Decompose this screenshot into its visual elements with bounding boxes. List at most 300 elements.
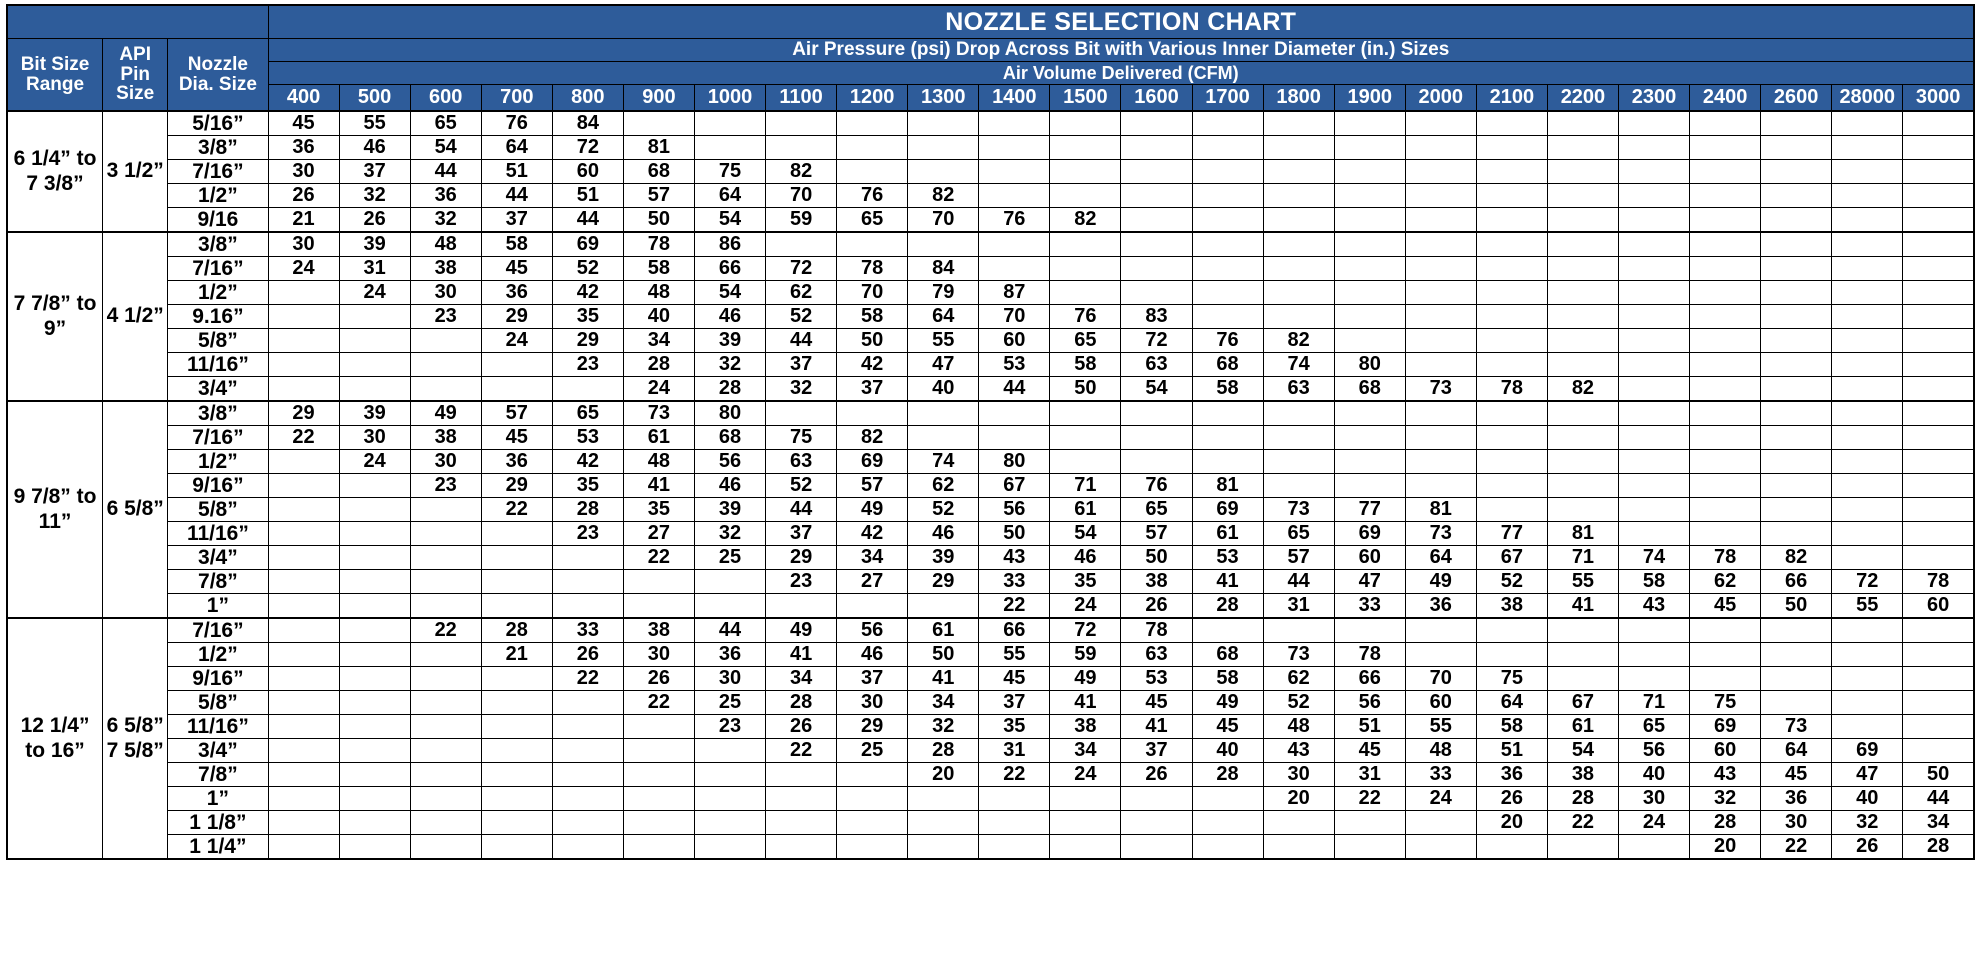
pressure-cell <box>1476 474 1547 498</box>
pressure-cell <box>1547 353 1618 377</box>
pressure-cell <box>1192 450 1263 474</box>
nozzle-dia-size-cell: 3/8” <box>168 232 268 257</box>
cfm-column-header-2300: 2300 <box>1618 85 1689 112</box>
pressure-cell: 55 <box>339 111 410 136</box>
pressure-cell: 20 <box>1476 811 1547 835</box>
pressure-cell <box>1761 401 1832 426</box>
pressure-cell: 37 <box>837 377 908 402</box>
pressure-cell: 22 <box>268 426 339 450</box>
pressure-cell <box>1476 257 1547 281</box>
pressure-cell <box>1405 281 1476 305</box>
pressure-cell: 26 <box>1476 787 1547 811</box>
pressure-cell: 48 <box>1263 715 1334 739</box>
pressure-cell: 45 <box>1761 763 1832 787</box>
pressure-cell: 68 <box>1192 353 1263 377</box>
pressure-cell: 44 <box>1903 787 1974 811</box>
pressure-cell <box>1903 618 1974 643</box>
pressure-cell <box>623 715 694 739</box>
pressure-cell: 58 <box>1618 570 1689 594</box>
pressure-cell: 58 <box>1192 667 1263 691</box>
pressure-cell: 57 <box>1263 546 1334 570</box>
pressure-cell <box>1761 450 1832 474</box>
pressure-cell: 67 <box>1476 546 1547 570</box>
pressure-cell <box>268 811 339 835</box>
pressure-cell: 24 <box>623 377 694 402</box>
pressure-cell <box>623 570 694 594</box>
bit-size-range-cell <box>7 232 103 401</box>
table-row <box>7 691 1974 715</box>
bit-size-range-cell <box>7 401 103 618</box>
pressure-cell: 20 <box>1690 835 1761 860</box>
pressure-cell <box>1690 377 1761 402</box>
pressure-cell <box>1903 450 1974 474</box>
pressure-cell <box>1690 305 1761 329</box>
pressure-cell: 64 <box>1405 546 1476 570</box>
pressure-cell <box>1192 160 1263 184</box>
pressure-cell: 77 <box>1476 522 1547 546</box>
nozzle-dia-size-cell: 3/8” <box>168 136 268 160</box>
pressure-cell <box>268 739 339 763</box>
pressure-cell: 49 <box>837 498 908 522</box>
pressure-cell <box>1761 426 1832 450</box>
pressure-cell <box>1405 474 1476 498</box>
bit-size-range-line: 6 1/4” to <box>13 146 97 170</box>
pressure-cell: 45 <box>268 111 339 136</box>
pressure-cell <box>1618 643 1689 667</box>
cfm-column-header-400: 400 <box>268 85 339 112</box>
title-left-spacer <box>7 5 268 39</box>
table-row <box>7 546 1974 570</box>
pressure-cell <box>1121 257 1192 281</box>
pressure-cell <box>339 811 410 835</box>
pressure-cell: 28 <box>1192 594 1263 619</box>
pressure-cell: 75 <box>1690 691 1761 715</box>
pressure-cell: 50 <box>908 643 979 667</box>
pressure-cell <box>552 546 623 570</box>
header-line: Pin <box>120 63 150 85</box>
pressure-cell <box>268 329 339 353</box>
pressure-cell <box>268 715 339 739</box>
pressure-cell <box>481 570 552 594</box>
pressure-cell <box>1618 208 1689 233</box>
pressure-cell: 53 <box>979 353 1050 377</box>
pressure-cell: 34 <box>837 546 908 570</box>
pressure-cell <box>1832 353 1903 377</box>
pressure-cell <box>481 353 552 377</box>
pressure-cell <box>1903 426 1974 450</box>
nozzle-dia-size-cell: 11/16” <box>168 522 268 546</box>
pressure-cell <box>1832 691 1903 715</box>
pressure-cell <box>268 835 339 860</box>
header-line: Nozzle <box>187 54 248 76</box>
pressure-cell: 69 <box>552 232 623 257</box>
pressure-cell: 60 <box>1690 739 1761 763</box>
pressure-cell <box>1476 329 1547 353</box>
pressure-cell <box>623 594 694 619</box>
pressure-cell: 65 <box>1618 715 1689 739</box>
pressure-cell <box>481 835 552 860</box>
pressure-cell: 21 <box>481 643 552 667</box>
pressure-cell: 60 <box>552 160 623 184</box>
pressure-cell <box>694 835 765 860</box>
pressure-cell <box>1405 835 1476 860</box>
pressure-cell: 73 <box>1405 522 1476 546</box>
pressure-cell <box>1050 426 1121 450</box>
pressure-cell: 32 <box>1832 811 1903 835</box>
pressure-cell: 36 <box>481 281 552 305</box>
pressure-cell: 52 <box>766 305 837 329</box>
pressure-cell: 49 <box>410 401 481 426</box>
pressure-cell <box>1263 232 1334 257</box>
pressure-cell: 65 <box>410 111 481 136</box>
pressure-cell <box>1761 208 1832 233</box>
pressure-cell <box>1618 257 1689 281</box>
pressure-cell <box>268 570 339 594</box>
pressure-cell <box>552 715 623 739</box>
pressure-cell <box>766 136 837 160</box>
cfm-column-header-700: 700 <box>481 85 552 112</box>
pressure-cell: 50 <box>1761 594 1832 619</box>
pressure-cell <box>339 835 410 860</box>
pressure-cell <box>1547 835 1618 860</box>
pressure-cell: 44 <box>552 208 623 233</box>
pressure-cell <box>1405 643 1476 667</box>
pressure-cell <box>1263 281 1334 305</box>
pressure-cell <box>1761 643 1832 667</box>
nozzle-dia-size-cell: 1/2” <box>168 450 268 474</box>
nozzle-dia-size-cell: 9/16 <box>168 208 268 233</box>
pressure-cell <box>1547 426 1618 450</box>
pressure-cell: 79 <box>908 281 979 305</box>
pressure-cell: 76 <box>837 184 908 208</box>
pressure-cell: 58 <box>1192 377 1263 402</box>
pressure-cell: 30 <box>837 691 908 715</box>
cfm-column-header-3000: 3000 <box>1903 85 1974 112</box>
pressure-cell <box>1192 136 1263 160</box>
pressure-cell <box>1903 160 1974 184</box>
pressure-cell: 28 <box>908 739 979 763</box>
pressure-cell <box>1761 353 1832 377</box>
pressure-cell <box>908 594 979 619</box>
table-header <box>7 5 1974 111</box>
column-header-bit-size-range <box>7 39 103 112</box>
pressure-cell <box>481 522 552 546</box>
pressure-cell: 26 <box>339 208 410 233</box>
pressure-cell <box>339 763 410 787</box>
pressure-cell <box>1547 401 1618 426</box>
pressure-cell <box>1192 401 1263 426</box>
pressure-cell: 80 <box>979 450 1050 474</box>
pressure-cell: 76 <box>481 111 552 136</box>
pressure-cell: 57 <box>1121 522 1192 546</box>
pressure-cell <box>1405 401 1476 426</box>
pressure-cell: 70 <box>1405 667 1476 691</box>
pressure-cell <box>694 811 765 835</box>
pressure-cell: 55 <box>1405 715 1476 739</box>
pressure-cell: 35 <box>552 474 623 498</box>
pressure-cell <box>1761 281 1832 305</box>
pressure-cell: 44 <box>766 329 837 353</box>
pressure-cell <box>1618 377 1689 402</box>
pressure-cell <box>552 594 623 619</box>
pressure-cell <box>979 787 1050 811</box>
pressure-cell: 78 <box>1476 377 1547 402</box>
pressure-cell: 64 <box>481 136 552 160</box>
pressure-cell <box>552 811 623 835</box>
pressure-cell: 70 <box>766 184 837 208</box>
table-row <box>7 426 1974 450</box>
pressure-cell: 20 <box>1263 787 1334 811</box>
pressure-cell: 32 <box>1690 787 1761 811</box>
pressure-cell: 28 <box>1192 763 1263 787</box>
pressure-cell <box>1761 257 1832 281</box>
pressure-cell <box>1618 426 1689 450</box>
pressure-cell <box>1547 160 1618 184</box>
pressure-cell: 20 <box>908 763 979 787</box>
nozzle-dia-size-cell: 1 1/8” <box>168 811 268 835</box>
pressure-cell: 75 <box>694 160 765 184</box>
pressure-cell: 43 <box>1618 594 1689 619</box>
pressure-cell: 28 <box>623 353 694 377</box>
pressure-cell <box>1121 208 1192 233</box>
pressure-cell: 33 <box>979 570 1050 594</box>
pressure-cell <box>1476 450 1547 474</box>
pressure-cell: 24 <box>481 329 552 353</box>
pressure-cell <box>1903 208 1974 233</box>
pressure-cell <box>410 811 481 835</box>
pressure-cell <box>552 377 623 402</box>
pressure-cell: 22 <box>623 691 694 715</box>
pressure-cell <box>1334 426 1405 450</box>
pressure-cell: 38 <box>623 618 694 643</box>
pressure-cell: 30 <box>410 281 481 305</box>
pressure-cell: 42 <box>837 522 908 546</box>
pressure-cell <box>979 401 1050 426</box>
pressure-cell <box>766 401 837 426</box>
pressure-cell: 77 <box>1334 498 1405 522</box>
pressure-cell <box>1761 111 1832 136</box>
pressure-cell <box>1476 643 1547 667</box>
pressure-cell: 30 <box>268 232 339 257</box>
table-row <box>7 522 1974 546</box>
pressure-cell <box>1476 498 1547 522</box>
pressure-cell: 22 <box>1761 835 1832 860</box>
pressure-cell: 23 <box>694 715 765 739</box>
pressure-cell <box>1476 136 1547 160</box>
pressure-cell: 59 <box>766 208 837 233</box>
pressure-cell <box>1263 184 1334 208</box>
pressure-cell: 65 <box>552 401 623 426</box>
pressure-cell: 28 <box>694 377 765 402</box>
pressure-cell <box>268 522 339 546</box>
pressure-cell: 32 <box>766 377 837 402</box>
pressure-cell <box>1405 353 1476 377</box>
table-row <box>7 618 1974 643</box>
pressure-cell <box>410 570 481 594</box>
pressure-cell <box>1263 208 1334 233</box>
pressure-cell <box>1903 498 1974 522</box>
header-line: Bit Size <box>20 54 90 76</box>
pressure-cell: 63 <box>766 450 837 474</box>
bit-size-range-cell <box>7 111 103 232</box>
pressure-cell: 82 <box>1050 208 1121 233</box>
pressure-cell: 73 <box>1405 377 1476 402</box>
pressure-cell <box>1334 232 1405 257</box>
pressure-cell: 25 <box>694 691 765 715</box>
cfm-column-header-600: 600 <box>410 85 481 112</box>
pressure-cell <box>1618 232 1689 257</box>
pressure-cell: 55 <box>1547 570 1618 594</box>
pressure-cell: 57 <box>837 474 908 498</box>
pressure-cell: 42 <box>837 353 908 377</box>
pressure-cell <box>481 739 552 763</box>
pressure-cell <box>694 570 765 594</box>
pressure-cell: 26 <box>1832 835 1903 860</box>
pressure-cell: 60 <box>1334 546 1405 570</box>
pressure-cell: 83 <box>1121 305 1192 329</box>
table-row <box>7 377 1974 402</box>
cfm-column-header-1300: 1300 <box>908 85 979 112</box>
pressure-cell <box>837 787 908 811</box>
api-pin-size-cell <box>103 232 168 401</box>
pressure-cell: 56 <box>694 450 765 474</box>
pressure-cell: 25 <box>837 739 908 763</box>
pressure-cell <box>1476 835 1547 860</box>
pressure-cell <box>1405 208 1476 233</box>
pressure-cell <box>1334 281 1405 305</box>
pressure-cell <box>1832 401 1903 426</box>
pressure-cell <box>979 136 1050 160</box>
pressure-cell: 54 <box>1121 377 1192 402</box>
pressure-cell: 76 <box>979 208 1050 233</box>
pressure-cell: 39 <box>908 546 979 570</box>
pressure-cell <box>1832 426 1903 450</box>
pressure-cell: 66 <box>1761 570 1832 594</box>
pressure-cell <box>1547 232 1618 257</box>
pressure-cell: 41 <box>623 474 694 498</box>
pressure-cell: 29 <box>552 329 623 353</box>
table-row <box>7 835 1974 860</box>
table-row <box>7 305 1974 329</box>
nozzle-dia-size-cell: 5/8” <box>168 329 268 353</box>
pressure-cell <box>339 618 410 643</box>
nozzle-dia-size-cell: 7/16” <box>168 618 268 643</box>
pressure-cell <box>1832 184 1903 208</box>
pressure-cell <box>1832 377 1903 402</box>
pressure-cell <box>766 111 837 136</box>
pressure-cell <box>1263 450 1334 474</box>
pressure-cell <box>1618 835 1689 860</box>
pressure-cell <box>1476 305 1547 329</box>
pressure-cell: 75 <box>766 426 837 450</box>
pressure-cell <box>1334 111 1405 136</box>
pressure-cell <box>1334 136 1405 160</box>
pressure-cell: 71 <box>1547 546 1618 570</box>
pressure-cell: 36 <box>410 184 481 208</box>
pressure-cell: 37 <box>837 667 908 691</box>
api-pin-size-cell <box>103 111 168 232</box>
pressure-cell: 50 <box>979 522 1050 546</box>
pressure-cell: 32 <box>694 353 765 377</box>
pressure-cell <box>1903 111 1974 136</box>
api-pin-size-line: 3 1/2” <box>106 159 164 183</box>
cfm-column-header-1600: 1600 <box>1121 85 1192 112</box>
pressure-cell <box>410 787 481 811</box>
pressure-cell: 23 <box>552 522 623 546</box>
pressure-cell: 72 <box>1121 329 1192 353</box>
pressure-cell <box>694 136 765 160</box>
pressure-cell <box>979 257 1050 281</box>
pressure-cell <box>1547 184 1618 208</box>
pressure-cell <box>1618 618 1689 643</box>
pressure-cell <box>410 329 481 353</box>
pressure-cell <box>1618 111 1689 136</box>
pressure-cell <box>1334 160 1405 184</box>
pressure-cell <box>766 232 837 257</box>
pressure-cell <box>1334 401 1405 426</box>
table-row <box>7 208 1974 233</box>
pressure-cell: 78 <box>1903 570 1974 594</box>
table-row <box>7 353 1974 377</box>
pressure-cell <box>1263 401 1334 426</box>
pressure-cell <box>1405 329 1476 353</box>
pressure-cell <box>766 763 837 787</box>
pressure-cell: 38 <box>1476 594 1547 619</box>
pressure-cell: 28 <box>1903 835 1974 860</box>
pressure-cell <box>1690 208 1761 233</box>
pressure-cell <box>339 546 410 570</box>
pressure-cell <box>1547 667 1618 691</box>
pressure-cell: 45 <box>1690 594 1761 619</box>
table-row <box>7 160 1974 184</box>
bit-size-range-line: 12 1/4” <box>20 713 90 737</box>
pressure-cell: 22 <box>979 763 1050 787</box>
header-line: Size <box>116 83 155 105</box>
pressure-cell <box>1832 136 1903 160</box>
nozzle-dia-size-cell: 7/16” <box>168 426 268 450</box>
pressure-cell: 35 <box>552 305 623 329</box>
pressure-cell <box>694 787 765 811</box>
pressure-cell <box>908 811 979 835</box>
pressure-cell: 74 <box>908 450 979 474</box>
pressure-cell <box>623 835 694 860</box>
pressure-cell <box>1832 281 1903 305</box>
pressure-cell: 48 <box>1405 739 1476 763</box>
pressure-cell: 48 <box>623 450 694 474</box>
table-row <box>7 401 1974 426</box>
pressure-cell: 70 <box>837 281 908 305</box>
pressure-cell <box>1547 257 1618 281</box>
pressure-cell <box>268 763 339 787</box>
pressure-cell: 66 <box>1334 667 1405 691</box>
pressure-cell: 36 <box>1476 763 1547 787</box>
pressure-cell <box>1547 305 1618 329</box>
table-row <box>7 811 1974 835</box>
pressure-cell: 22 <box>1547 811 1618 835</box>
pressure-cell: 54 <box>1547 739 1618 763</box>
band-air-volume-label: Air Volume Delivered (CFM) <box>268 62 1974 85</box>
pressure-cell: 81 <box>623 136 694 160</box>
table-row <box>7 111 1974 136</box>
pressure-cell <box>1903 401 1974 426</box>
pressure-cell <box>1334 257 1405 281</box>
pressure-cell: 30 <box>339 426 410 450</box>
pressure-cell <box>908 835 979 860</box>
pressure-cell <box>268 691 339 715</box>
pressure-cell <box>1050 811 1121 835</box>
pressure-cell <box>1761 498 1832 522</box>
pressure-cell: 29 <box>481 305 552 329</box>
